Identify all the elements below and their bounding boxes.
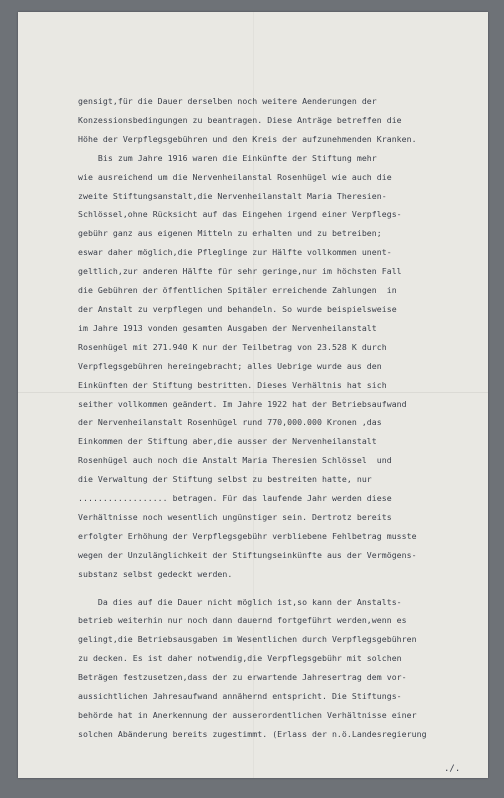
text-line: Beträgen festzusetzen,dass der zu erwartende Jahresertrag dem vor- (78, 672, 407, 683)
text-line: zu decken. Es ist daher notwendig,die Verpflegsgebühr mit solchen (78, 653, 402, 664)
text-line: seither vollkommen geändert. Im Jahre 1922 hat der Betriebsaufwand (78, 398, 407, 409)
text-line: der Anstalt zu verpflegen und behandeln. So wurde beispielsweise (78, 303, 397, 314)
text-line: die Verwaltung der Stiftung selbst zu bestreiten hatte, nur (78, 474, 372, 485)
text-line: Höhe der Verpflegsgebühren und den Kreis der aufzunehmenden Kranken. (78, 133, 417, 144)
paragraph-1 (78, 92, 478, 584)
text-line: Bis zum Jahre 1916 waren die Einkünfte der Stiftung mehr (78, 152, 377, 163)
text-line: im Jahre 1913 vonden gesamten Ausgaben der Nervenheilanstalt (78, 322, 377, 333)
text-line: der Nervenheilanstalt Rosenhügel rund 770,000.000 Kronen ,das (78, 417, 382, 428)
text-line: Rosenhügel mit 271.940 K nur der Teilbetrag von 23.528 K durch (78, 341, 387, 352)
text-line: gensigt,für die Dauer derselben noch weitere Aenderungen der (78, 96, 377, 106)
text-line: wie ausreichend um die Nervenheilanstal Rosenhügel wie auch die (78, 171, 392, 182)
text-line: Schlössel,ohne Rücksicht auf das Eingehen irgend einer Verpflegs- (78, 209, 402, 220)
text-line: Einkünften der Stiftung bestritten. Dieses Verhältnis hat sich (78, 379, 387, 390)
text-line: geltlich,zur anderen Hälfte für sehr geringe,nur im höchsten Fall (78, 266, 402, 277)
text-line: Verpflegsgebühren hereingebracht; alles Uebrige wurde aus den (78, 360, 382, 371)
document-page (18, 12, 488, 778)
text-line: Rosenhügel auch noch die Anstalt Maria Theresien Schlössel und (78, 455, 392, 466)
text-line: zweite Stiftungsanstalt,die Nervenheilanstalt Maria Theresien- (78, 190, 387, 201)
paragraph-2 (78, 593, 478, 744)
text-line: gebühr ganz aus eigenen Mitteln zu erhalten und zu betreiben; (78, 228, 382, 239)
text-line: betrieb weiterhin nur noch dann dauernd fortgeführt werden,wenn es (78, 615, 407, 626)
text-line: behörde hat in Anerkennung der ausserordentlichen Verhältnisse einer (78, 710, 417, 720)
text-line: solchen Abänderung bereits zugestimmt. (Erlass der n.ö.Landesregierung (78, 728, 427, 739)
text-line: Da dies auf die Dauer nicht möglich ist,so kann der Anstalts- (78, 596, 402, 607)
text-line: erfolgter Erhöhung der Verpflegsgebühr verbliebene Fehlbetrag musste (78, 530, 417, 541)
text-line: eswar daher möglich,die Pfleglinge zur Hälfte vollkommen unent- (78, 247, 392, 258)
text-line: Konzessionsbedingungen zu beantragen. Diese Anträge betreffen die (78, 114, 402, 125)
text-line: Verhältnisse noch wesentlich ungünstiger sein. Dertrotz bereits (78, 511, 392, 522)
text-line: die Gebühren der öffentlichen Spitäler erreichende Zahlungen in (78, 285, 397, 296)
text-line: Einkommen der Stiftung aber,die ausser der Nervenheilanstalt (78, 436, 377, 447)
typewritten-text (78, 92, 478, 744)
text-line: gelingt,die Betriebsausgaben im Wesentlichen durch Verpflegsgebühren (78, 634, 417, 645)
continuation-mark: ./. (444, 764, 461, 774)
text-line: aussichtlichen Jahresaufwand annähernd entspricht. Die Stiftungs- (78, 691, 402, 702)
text-line: wegen der Unzulänglichkeit der Stiftungseinkünfte aus der Vermögens- (78, 549, 417, 560)
text-line: .................. betragen. Für das laufende Jahr werden diese (78, 493, 392, 504)
text-line: substanz selbst gedeckt werden. (78, 568, 233, 579)
